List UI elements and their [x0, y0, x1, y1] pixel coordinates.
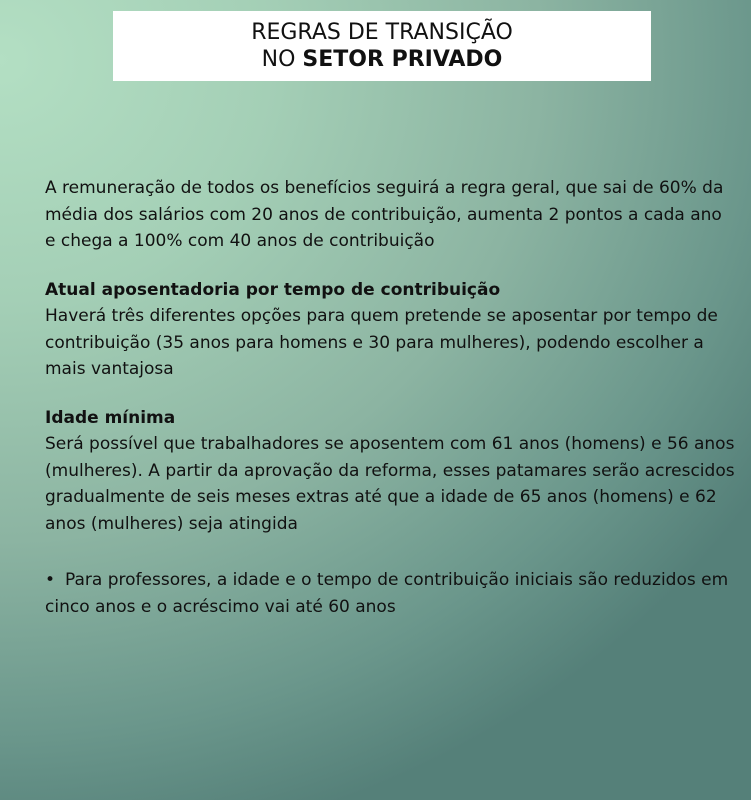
section-body-tempo-contribuicao: Haverá três diferentes opções para quem pretende se aposentar por tempo de contribuição (35 anos para homens e 30 para mulheres), podendo escolher a mais vantajosa	[45, 306, 718, 379]
section-heading-idade-minima: Idade mínima	[45, 407, 176, 428]
intro-paragraph: A remuneração de todos os benefícios seguirá a regra geral, que sai de 60% da média dos salários com 20 anos de contribuição, aumenta 2 pontos a cada ano e chega a 100% com 40 anos de contribuição	[45, 178, 724, 251]
title-line-2-prefix: NO	[261, 47, 303, 72]
bullet-text: Para professores, a idade e o tempo de contribuição iniciais são reduzidos em cinco anos e o acréscimo vai até 60 anos	[45, 570, 729, 617]
title-line-2	[113, 46, 651, 73]
bullet-marker: •	[45, 570, 56, 590]
title-box	[113, 11, 651, 81]
title-line-2-bold: SETOR PRIVADO	[302, 47, 503, 72]
bullet-item-professores	[45, 567, 735, 620]
section-body-idade-minima: Será possível que trabalhadores se aposentem com 61 anos (homens) e 56 anos (mulheres). A partir da aprovação da reforma, esses patamares serão acrescidos gradualmente de seis meses extras até que a idade de 65 anos (homens) e 62 anos (mulheres) seja atingida	[45, 434, 735, 534]
title-line-1: REGRAS DE TRANSIÇÃO	[251, 20, 513, 45]
section-heading-tempo-contribuicao: Atual aposentadoria por tempo de contribuição	[45, 279, 501, 300]
main-content	[45, 175, 735, 620]
